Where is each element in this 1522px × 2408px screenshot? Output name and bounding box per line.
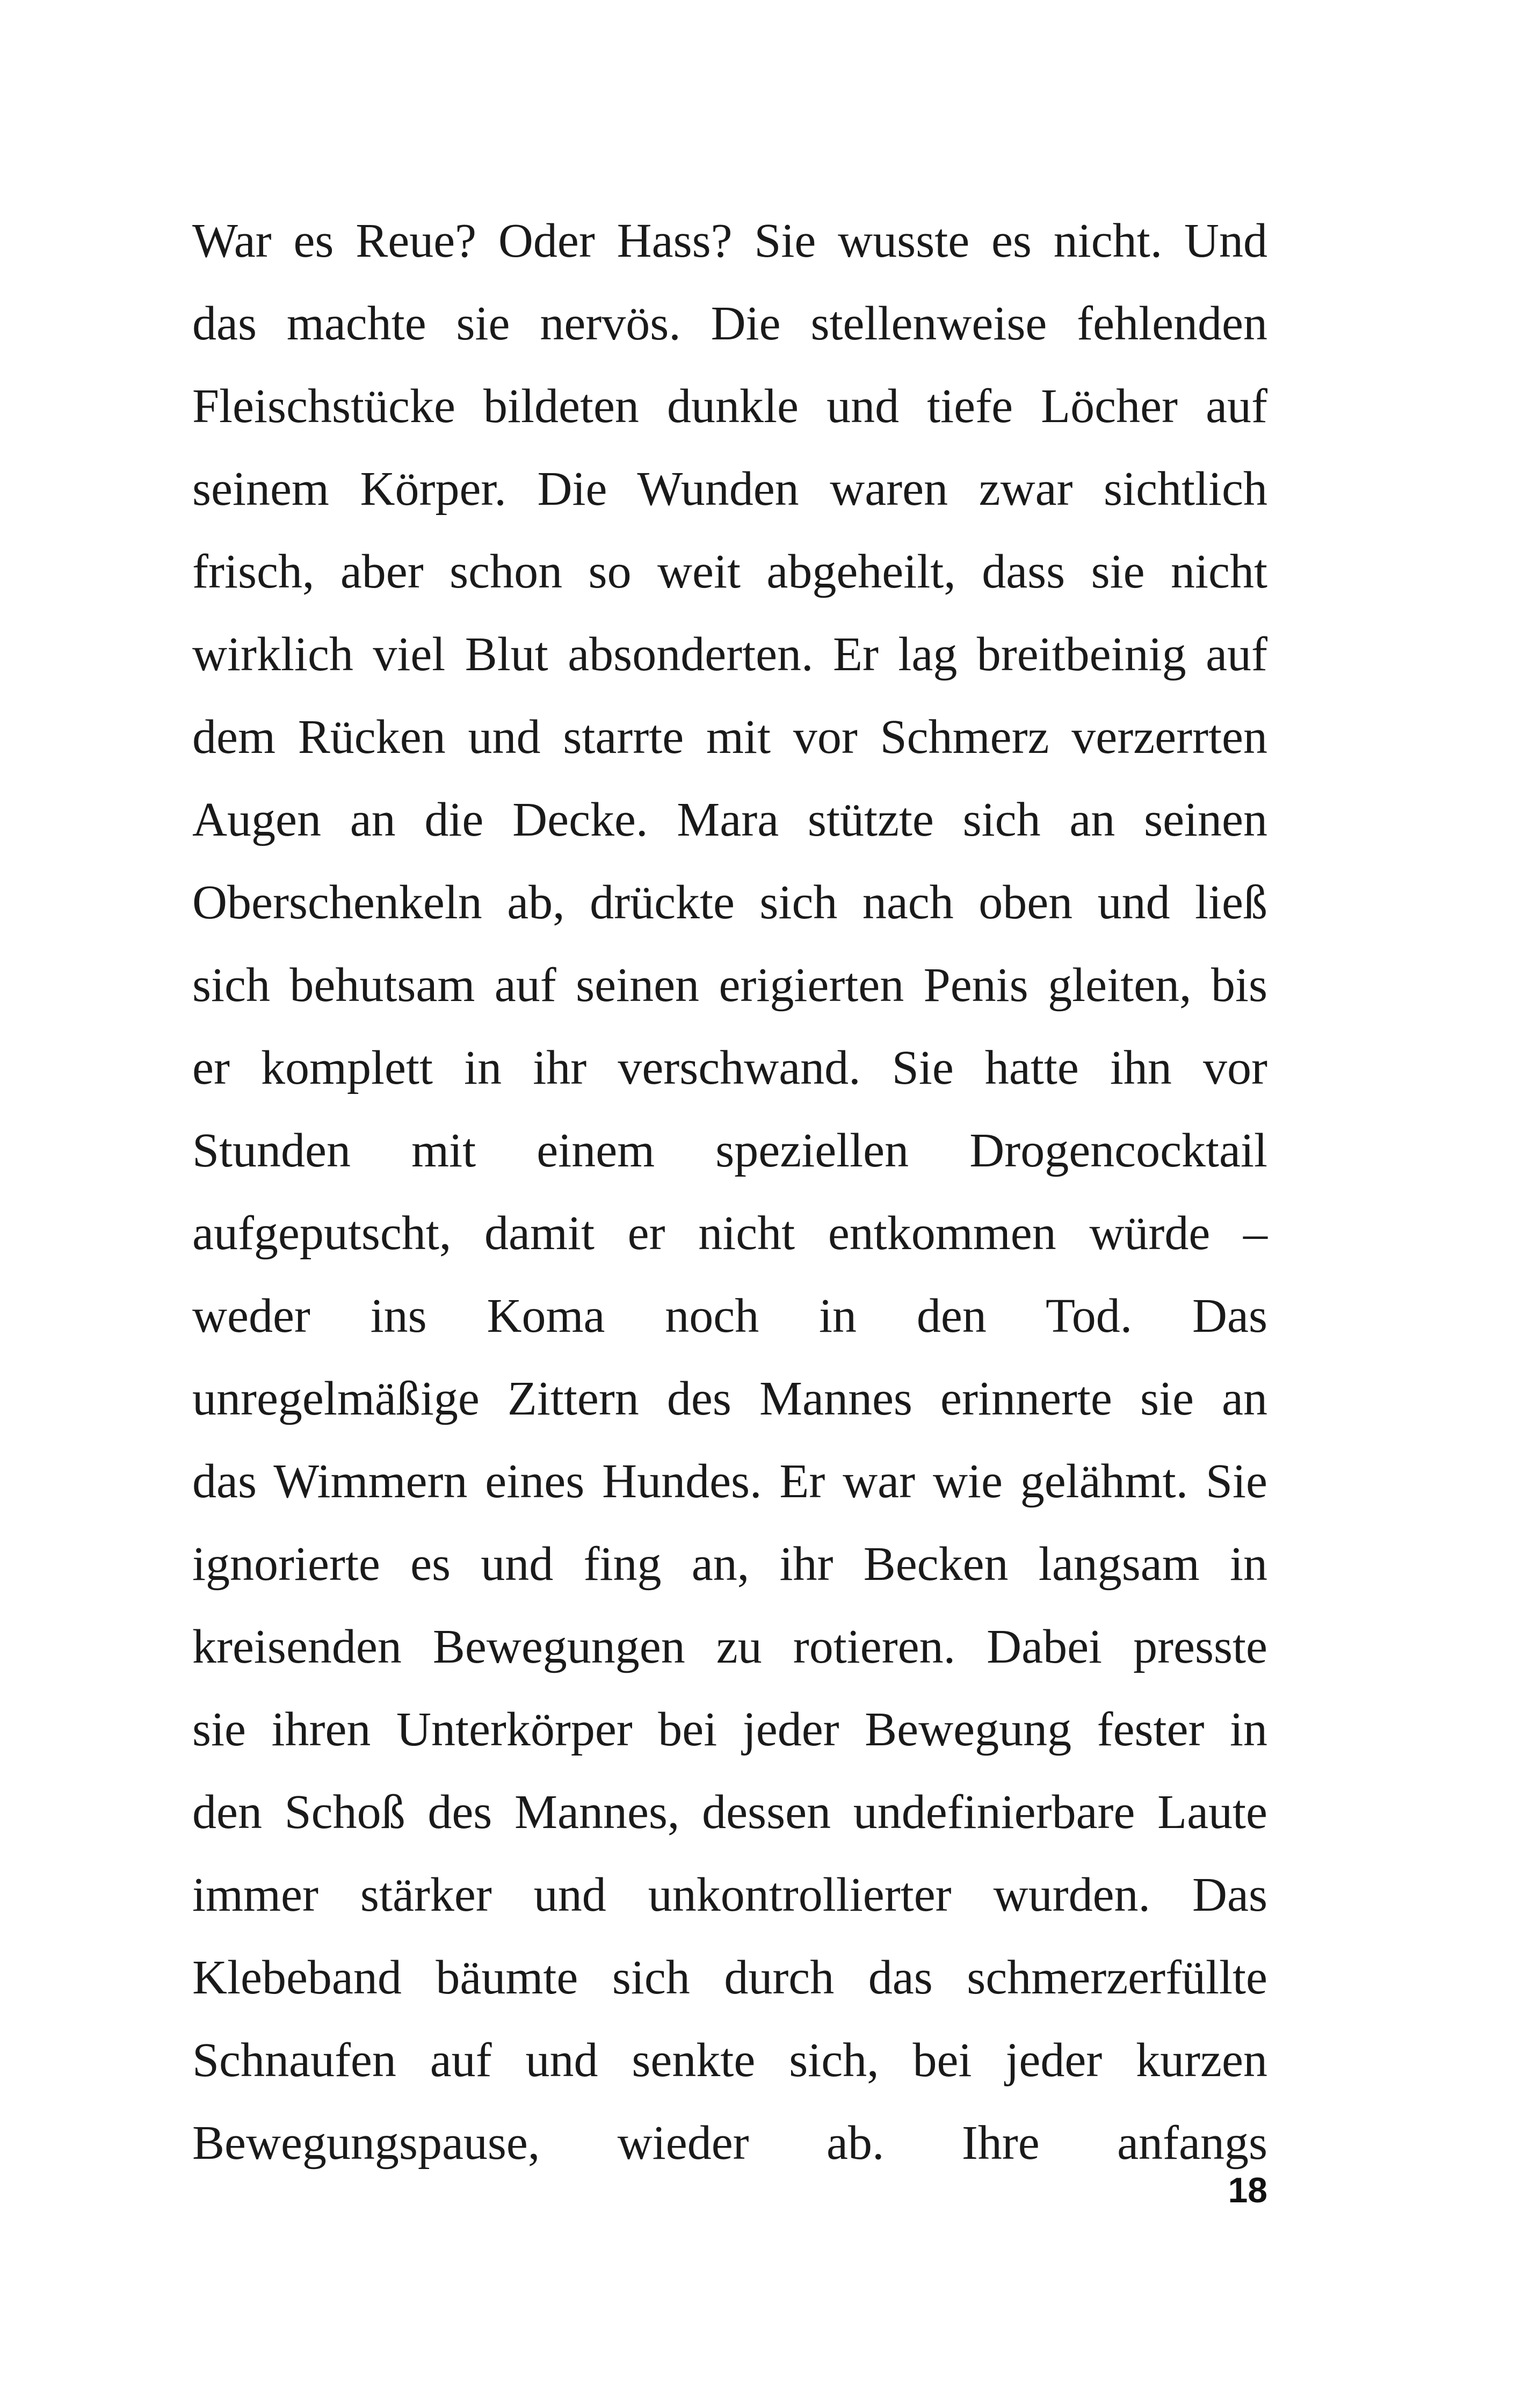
text-line: sie ihren Unterkörper bei jeder Bewegung fester in bbox=[192, 1703, 1267, 1756]
text-line: seinem Körper. Die Wunden waren zwar sichtlich bbox=[192, 462, 1267, 516]
text-line: sich behutsam auf seinen erigierten Penis gleiten, bis bbox=[192, 959, 1267, 1012]
text-line: Bewegungspause, wieder ab. Ihre anfangs bbox=[192, 2116, 1267, 2170]
text-line: Klebeband bäumte sich durch das schmerzerfüllte bbox=[192, 1951, 1267, 2004]
text-line: ignorierte es und fing an, ihr Becken langsam in bbox=[192, 1537, 1267, 1591]
text-line: aufgeputscht, damit er nicht entkommen würde – bbox=[192, 1207, 1267, 1260]
text-line: Oberschenkeln ab, drückte sich nach oben und ließ bbox=[192, 876, 1267, 929]
text-line: weder ins Koma noch in den Tod. Das bbox=[192, 1289, 1267, 1343]
text-line: Augen an die Decke. Mara stützte sich an seinen bbox=[192, 793, 1267, 846]
text-line: kreisenden Bewegungen zu rotieren. Dabei presste bbox=[192, 1620, 1267, 1673]
text-line: er komplett in ihr verschwand. Sie hatte ihn vor bbox=[192, 1041, 1267, 1094]
text-line: Fleischstücke bildeten dunkle und tiefe Löcher auf bbox=[192, 380, 1267, 433]
text-line: frisch, aber schon so weit abgeheilt, dass sie nicht bbox=[192, 545, 1267, 598]
text-line: immer stärker und unkontrollierter wurden. Das bbox=[192, 1868, 1267, 1921]
text-line: dem Rücken und starrte mit vor Schmerz verzerrten bbox=[192, 710, 1267, 764]
text-line: wirklich viel Blut absonderten. Er lag breitbeinig auf bbox=[192, 628, 1267, 681]
body-text bbox=[192, 200, 1267, 2185]
page-number: 18 bbox=[1228, 2170, 1267, 2210]
text-line: das machte sie nervös. Die stellenweise fehlenden bbox=[192, 297, 1267, 350]
text-line: den Schoß des Mannes, dessen undefinierbare Laute bbox=[192, 1786, 1267, 1839]
text-line: Schnaufen auf und senkte sich, bei jeder kurzen bbox=[192, 2034, 1267, 2087]
text-line: Stunden mit einem speziellen Drogencocktail bbox=[192, 1124, 1267, 1177]
text-line: unregelmäßige Zittern des Mannes erinnerte sie an bbox=[192, 1372, 1267, 1425]
text-line: das Wimmern eines Hundes. Er war wie gelähmt. Sie bbox=[192, 1455, 1267, 1508]
text-line: War es Reue? Oder Hass? Sie wusste es nicht. Und bbox=[192, 214, 1267, 267]
